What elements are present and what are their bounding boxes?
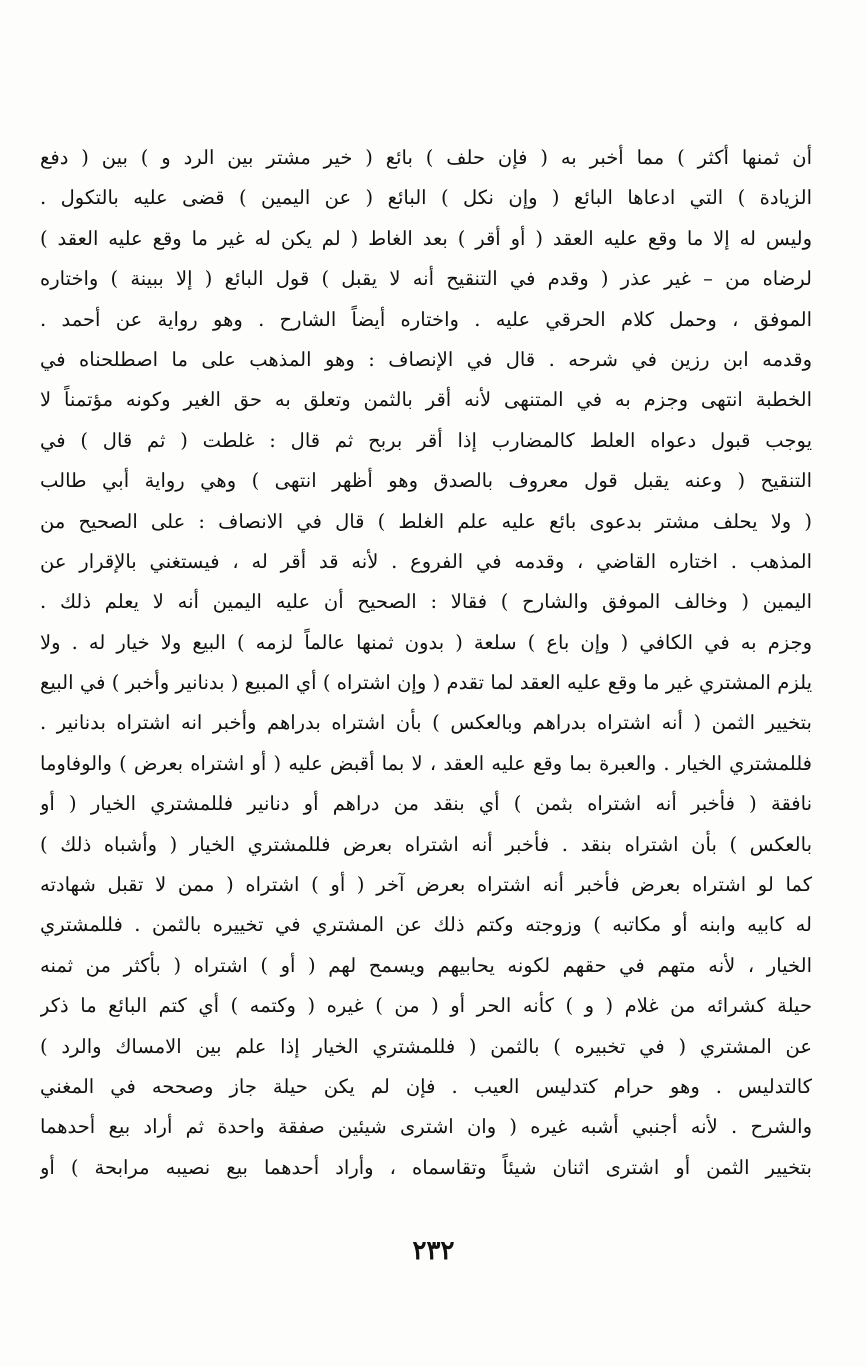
text-line: اليمين ( وخالف الموفق والشارح ) فقالا : الصحيح أن عليه اليمين أنه لا يعلم ذلك . — [40, 590, 812, 614]
text-line: نافقة ( فأخبر أنه اشتراه بثمن ) أي بنقد من دراهم أو دنانير فللمشتري الخيار ( أو — [40, 792, 812, 816]
text-line: لرضاه من – غير عذر ( وقدم في التنقيح أنه لا يقبل ) قول البائع ( إلا ببينة ) واختاره — [40, 267, 812, 291]
text-line: وجزم به في الكافي ( وإن باع ) سلعة ( بدون ثمنها عالماً لزمه ) البيع ولا خيار له . ولا — [40, 630, 812, 654]
text-line: أن ثمنها أكثر ) مما أخبر به ( فإن حلف ) بائع ( خير مشتر بين الرد و ) بين ( دفع — [40, 146, 812, 169]
text-line: يلزم المشتري غير ما وقع عليه العقد لما تقدم ( وإن اشتراه ) أي المبيع ( بدنانير وأخبر ) في البيع — [40, 671, 812, 695]
text-line: بتخيير الثمن ( أنه اشتراه بدراهم وبالعكس ) بأن اشتراه بدراهم وأخبر انه اشتراه بدنانير . — [40, 711, 812, 735]
text-line: الخطبة انتهى وجزم به في المتنهى لأنه أقر بالثمن وتعلق به حق الغير وكونه مؤتمناً لا — [40, 388, 812, 412]
text-line: ( ولا يحلف مشتر بدعوى بائع عليه علم الغلط ) قال في الانصاف : على الصحيح من — [40, 509, 812, 533]
text-line: عن المشتري ( في تخبيره ) بالثمن ( فللمشتري الخيار إذا علم بين الامساك والرد ) — [40, 1034, 812, 1058]
text-line: وقدمه ابن رزين في شرحه . قال في الإنصاف : وهو المذهب على ما اصطلحناه في — [40, 347, 812, 371]
text-line: الزيادة ) التي ادعاها البائع ( وإن نكل ) البائع ( عن اليمين ) قضى عليه بالتكول . — [40, 186, 812, 210]
text-line: وليس له إلا ما وقع عليه العقد ( أو أقر ) بعد الغاط ( لم يكن له غير ما وقع عليه العقد ) — [40, 226, 812, 250]
text-line: الخيار ، لأنه متهم في حقهم لكونه يحابيهم ويسمح لهم ( أو ) اشتراه ( بأكثر من ثمنه — [40, 953, 812, 977]
text-line: حيلة كشرائه من غلام ( و ) كأنه الحر أو ( من ) غيره ( وكتمه ) أي كتم البائع ما ذكر — [40, 994, 812, 1018]
text-line: كالتدليس . وهو حرام كتدليس العيب . فإن لم يكن حيلة جاز وصححه في المغني — [40, 1074, 812, 1098]
text-line: المذهب . اختاره القاضي ، وقدمه في الفروع . لأنه قد أقر له ، فيستغني بالإقرار عن — [40, 549, 812, 573]
text-line: الموفق ، وحمل كلام الحرقي عليه . واختاره أيضاً الشارح . وهو رواية عن أحمد . — [40, 307, 812, 331]
text-line: كما لو اشتراه بعرض فأخبر أنه اشتراه بعرض آخر ( أو ) اشتراه ( ممن لا تقبل شهادته — [40, 873, 812, 897]
text-line: بالعكس ) بأن اشتراه بنقد . فأخبر أنه اشتراه بعرض فللمشتري الخيار ( وأشباه ذلك ) — [40, 832, 812, 856]
text-line: له كابيه وابنه أو مكاتبه ) وزوجته وكتم ذلك عن المشتري في تخييره بالثمن . فللمشتري — [40, 913, 812, 937]
text-line: بتخيير الثمن أو اشترى اثنان شيئاً وتقاسماه ، وأراد أحدهما بيع نصيبه مرابحة ) أو — [40, 1155, 812, 1179]
body-text — [40, 138, 812, 1188]
text-line: التنقيح ( وعنه يقبل قول معروف بالصدق وهو أظهر انتهى ) وهي رواية أبي طالب — [40, 469, 812, 493]
text-line: يوجب قبول دعواه العلط كالمضارب إذا أقر بربح ثم قال : غلطت ( ثم قال ) في — [40, 428, 812, 452]
page-number: ٢٣٢ — [412, 1236, 455, 1266]
text-line: فللمشتري الخيار . والعبرة بما وقع عليه العقد ، لا بما أقبض عليه ( أو اشتراه بعرض ) والوفاوما — [40, 751, 812, 775]
text-line: والشرح . لأنه أجنبي أشبه غيره ( وان اشترى شيئين صفقة واحدة ثم أراد بيع أحدهما — [40, 1115, 812, 1139]
